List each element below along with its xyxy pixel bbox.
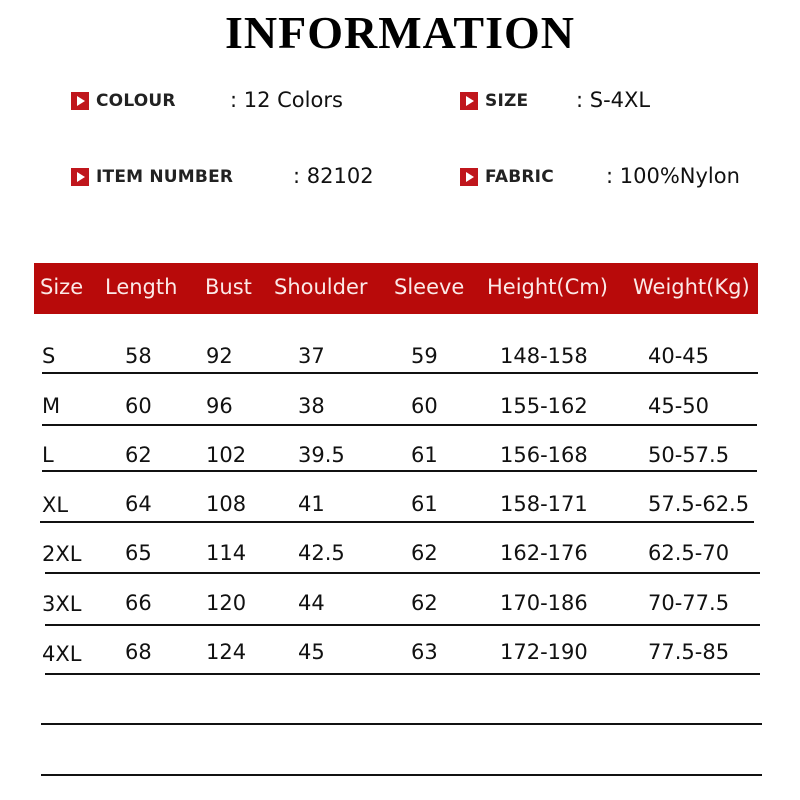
table-cell: 158-171 — [500, 492, 588, 516]
table-cell: 148-158 — [500, 344, 588, 368]
page-title: INFORMATION — [224, 7, 576, 58]
info-colour-label: COLOUR — [96, 91, 176, 111]
info-size-value: : S-4XL — [576, 88, 651, 112]
table-cell: 96 — [206, 394, 233, 418]
table-cell: 155-162 — [500, 394, 588, 418]
table-cell: 62 — [411, 541, 438, 565]
table-cell: 61 — [411, 443, 438, 467]
row-divider — [45, 673, 760, 675]
table-cell: 44 — [298, 591, 325, 615]
table-cell: 114 — [206, 541, 247, 565]
table-cell: 42.5 — [298, 541, 345, 565]
table-cell: 120 — [206, 591, 247, 615]
header-length: Length — [105, 275, 178, 299]
info-item-number — [71, 162, 233, 192]
table-cell: 60 — [125, 394, 152, 418]
row-divider — [42, 424, 757, 426]
table-cell: 60 — [411, 394, 438, 418]
row-divider — [45, 624, 760, 626]
table-cell: 62 — [125, 443, 152, 467]
header-shoulder: Shoulder — [274, 275, 368, 299]
info-size-label: SIZE — [485, 91, 529, 111]
table-cell: 63 — [411, 640, 438, 664]
table-cell: 108 — [206, 492, 247, 516]
table-cell: 92 — [206, 344, 233, 368]
table-cell: 2XL — [42, 542, 82, 566]
info-item-number-value: : 82102 — [293, 164, 374, 188]
table-cell: M — [42, 394, 61, 418]
table-cell: 39.5 — [298, 443, 345, 467]
info-fabric-label: FABRIC — [485, 167, 554, 187]
table-cell: 4XL — [42, 642, 82, 666]
header-weight: Weight(Kg) — [633, 275, 750, 299]
row-divider — [42, 372, 758, 374]
header-bust: Bust — [205, 275, 252, 299]
play-triangle-icon — [71, 92, 89, 110]
table-cell: XL — [42, 493, 69, 517]
table-cell: 58 — [125, 344, 152, 368]
table-cell: 40-45 — [648, 344, 710, 368]
table-cell: 66 — [125, 591, 152, 615]
info-colour-value: : 12 Colors — [230, 88, 343, 112]
play-triangle-icon — [460, 168, 478, 186]
table-cell: 162-176 — [500, 541, 588, 565]
table-cell: 61 — [411, 492, 438, 516]
table-cell: 62 — [411, 591, 438, 615]
table-cell: 124 — [206, 640, 247, 664]
table-cell: 172-190 — [500, 640, 588, 664]
row-divider — [41, 723, 762, 725]
table-cell: 64 — [125, 492, 152, 516]
table-cell: 45-50 — [648, 394, 710, 418]
info-item-number-label: ITEM NUMBER — [96, 167, 234, 187]
table-cell: 102 — [206, 443, 247, 467]
table-cell: 50-57.5 — [648, 443, 730, 467]
table-cell: 38 — [298, 394, 325, 418]
info-fabric-value: : 100%Nylon — [606, 164, 740, 188]
row-divider — [45, 572, 760, 574]
info-size — [460, 86, 528, 116]
play-triangle-icon — [71, 168, 89, 186]
table-cell: 57.5-62.5 — [648, 492, 750, 516]
table-cell: 62.5-70 — [648, 541, 730, 565]
table-cell: 3XL — [42, 592, 82, 616]
info-colour — [71, 86, 176, 116]
table-cell: 77.5-85 — [648, 640, 730, 664]
row-divider — [42, 470, 757, 472]
header-height: Height(Cm) — [487, 275, 608, 299]
header-sleeve: Sleeve — [394, 275, 465, 299]
table-cell: 68 — [125, 640, 152, 664]
row-divider — [41, 774, 762, 776]
table-cell: L — [42, 443, 54, 467]
table-cell: 45 — [298, 640, 325, 664]
table-cell: S — [42, 344, 56, 368]
table-cell: 59 — [411, 344, 438, 368]
table-cell: 170-186 — [500, 591, 588, 615]
info-fabric — [460, 162, 554, 192]
table-cell: 37 — [298, 344, 325, 368]
table-cell: 156-168 — [500, 443, 588, 467]
table-cell: 65 — [125, 541, 152, 565]
header-size: Size — [40, 275, 84, 299]
play-triangle-icon — [460, 92, 478, 110]
table-cell: 41 — [298, 492, 325, 516]
row-divider — [40, 521, 754, 523]
table-cell: 70-77.5 — [648, 591, 730, 615]
